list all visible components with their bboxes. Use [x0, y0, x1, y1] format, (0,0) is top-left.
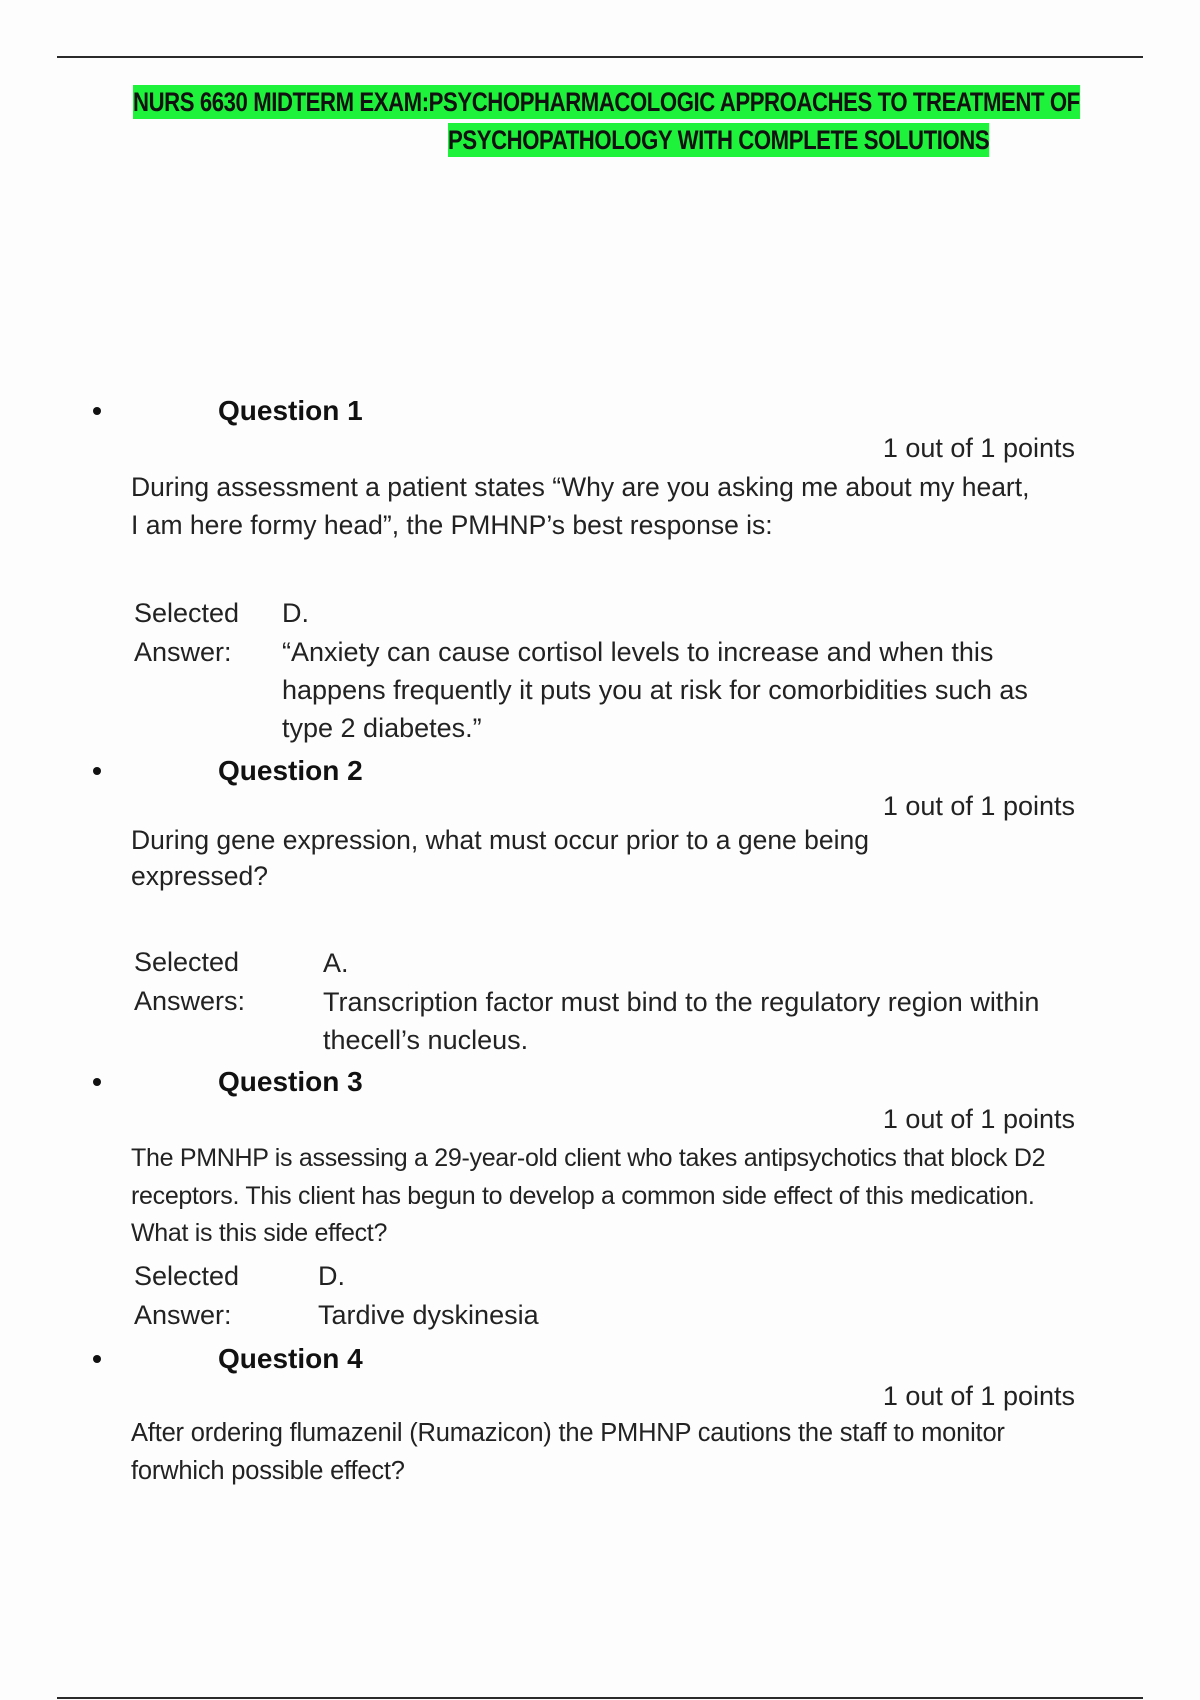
question-heading: Question 3	[218, 1066, 363, 1097]
question-points: 1 out of 1 points	[882, 791, 1075, 821]
bullet-icon	[93, 1078, 101, 1086]
question-text: During gene expression, what must occur prior to a gene being expressed?	[131, 825, 870, 891]
question-text: After ordering flumazenil (Rumazicon) the PMHNP cautions the staff to monitor forwhich possible effect?	[131, 1419, 1005, 1485]
question-heading: Question 4	[218, 1343, 363, 1374]
selected-answer-label: Selected Answers:	[134, 947, 246, 1016]
question-text: During assessment a patient states “Why are you asking me about my heart, I am here formy head”, the PMHNP’s best response is:	[131, 472, 1030, 540]
answer-letter: A.	[323, 948, 349, 978]
answer-text: Transcription factor must bind to the regulatory region within thecell’s nucleus.	[323, 987, 1040, 1055]
question-heading: Question 1	[218, 395, 363, 426]
answer-text: “Anxiety can cause cortisol levels to increase and when this happens frequently it puts you at risk for comorbidities such as type 2 diabetes.”	[282, 637, 1028, 743]
question-points: 1 out of 1 points	[882, 433, 1075, 463]
document-title-line-1: NURS 6630 MIDTERM EXAM:PSYCHOPHARMACOLOGIC APPROACHES TO TREATMENT OF	[133, 87, 1080, 117]
question-points: 1 out of 1 points	[882, 1104, 1075, 1134]
bullet-icon	[93, 767, 101, 775]
question-points: 1 out of 1 points	[882, 1381, 1075, 1411]
top-rule	[57, 56, 1143, 58]
question-text: The PMNHP is assessing a 29-year-old client who takes antipsychotics that block D2 receptors. This client has begun to develop a common side effect of this medication. What is this side effect?	[131, 1144, 1046, 1247]
bottom-rule	[57, 1697, 1143, 1699]
document-title-line-2: PSYCHOPATHOLOGY WITH COMPLETE SOLUTIONS	[448, 125, 990, 155]
answer-letter: D.	[318, 1261, 345, 1291]
bullet-icon	[93, 407, 101, 415]
answer-text: Tardive dyskinesia	[318, 1300, 539, 1330]
selected-answer-label: Selected Answer:	[134, 1261, 240, 1330]
bullet-icon	[93, 1355, 101, 1363]
selected-answer-label: Selected Answer:	[134, 598, 240, 667]
question-heading: Question 2	[218, 755, 363, 786]
answer-letter: D.	[282, 598, 309, 628]
